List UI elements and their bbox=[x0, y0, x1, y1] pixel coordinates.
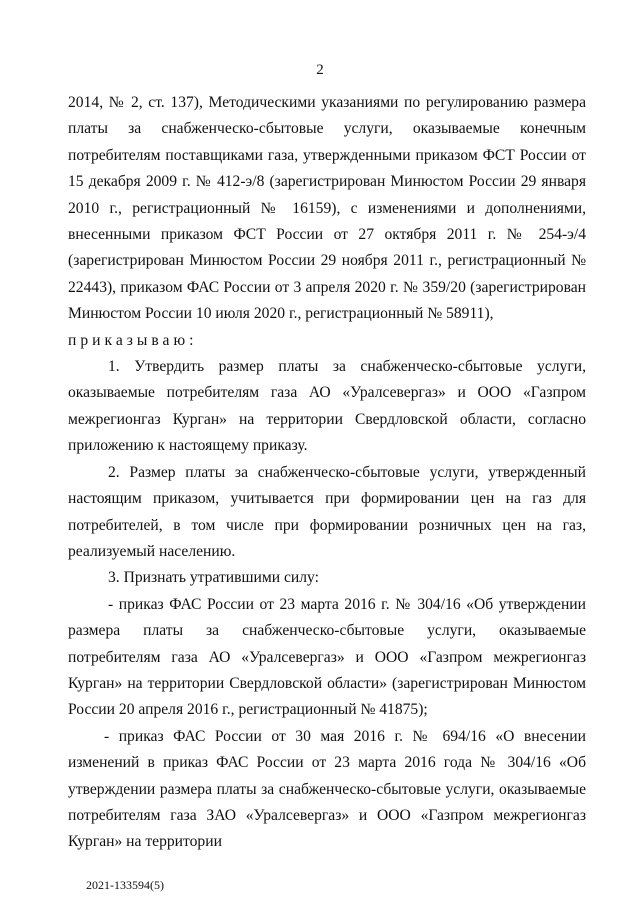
paragraph-preamble: 2014, № 2, ст. 137), Методическими указаниями по регулированию размера платы за снабженческо-сбытовые услуги, оказываемые конечным потребителям поставщиками газа, утвержденными приказом ФСТ России от 15 декабря 2009 г. № 412-э/8 (зарегистрирован Минюстом России 29 января 2010 г., регистрационный № 16159), с изменениями и дополнениями, внесенными приказом ФСТ России от 27 октября 2011 г. № 254-э/4 (зарегистрирован Минюстом России 29 ноября 2011 г., регистрационный № 22443), приказом ФАС России от 3 апреля 2020 г. № 359/20 (зарегистрирован Минюстом России 10 июля 2020 г., регистрационный № 58911), bbox=[68, 94, 586, 323]
document-body bbox=[68, 90, 586, 856]
paragraph-order-word: приказываю: bbox=[68, 331, 198, 349]
paragraph-item-3: 3. Признать утратившими силу: bbox=[108, 569, 319, 587]
page-number: 2 bbox=[316, 62, 324, 78]
paragraph-item-1: 1. Утвердить размер платы за снабженческо-сбытовые услуги, оказываемые потребителям газа АО «Уралсевергаз» и ООО «Газпром межрегионгаз Курган» на территории Свердловской области, согласно приложению к настоящему приказу. bbox=[68, 358, 586, 455]
paragraph-repealed-order-1: - приказ ФАС России от 23 марта 2016 г. № 304/16 «Об утверждении размера платы за снабженческо-сбытовые услуги, оказываемые потребителям газа АО «Уралсевергаз» и ООО «Газпром межрегионгаз Курган» на территории Свердловской области» (зарегистрирован Минюстом России 20 апреля 2016 г., регистрационный № 41875); bbox=[68, 595, 586, 719]
document-footer-code: 2021-133594(5) bbox=[86, 878, 164, 892]
paragraph-repealed-order-2: - приказ ФАС России от 30 мая 2016 г. № 694/16 «О внесении изменений в приказ ФАС России от 23 марта 2016 года № 304/16 «Об утверждении размера платы за снабженческо-сбытовые услуги, оказываемые потребителям газа ЗАО «Уралсевергаз» и ООО «Газпром межрегионгаз Курган» на территории bbox=[68, 727, 586, 851]
paragraph-item-2: 2. Размер платы за снабженческо-сбытовые услуги, утвержденный настоящим приказом, учитывается при формировании цен на газ для потребителей, в том числе при формировании розничных цен на газ, реализуемый населению. bbox=[68, 463, 586, 560]
